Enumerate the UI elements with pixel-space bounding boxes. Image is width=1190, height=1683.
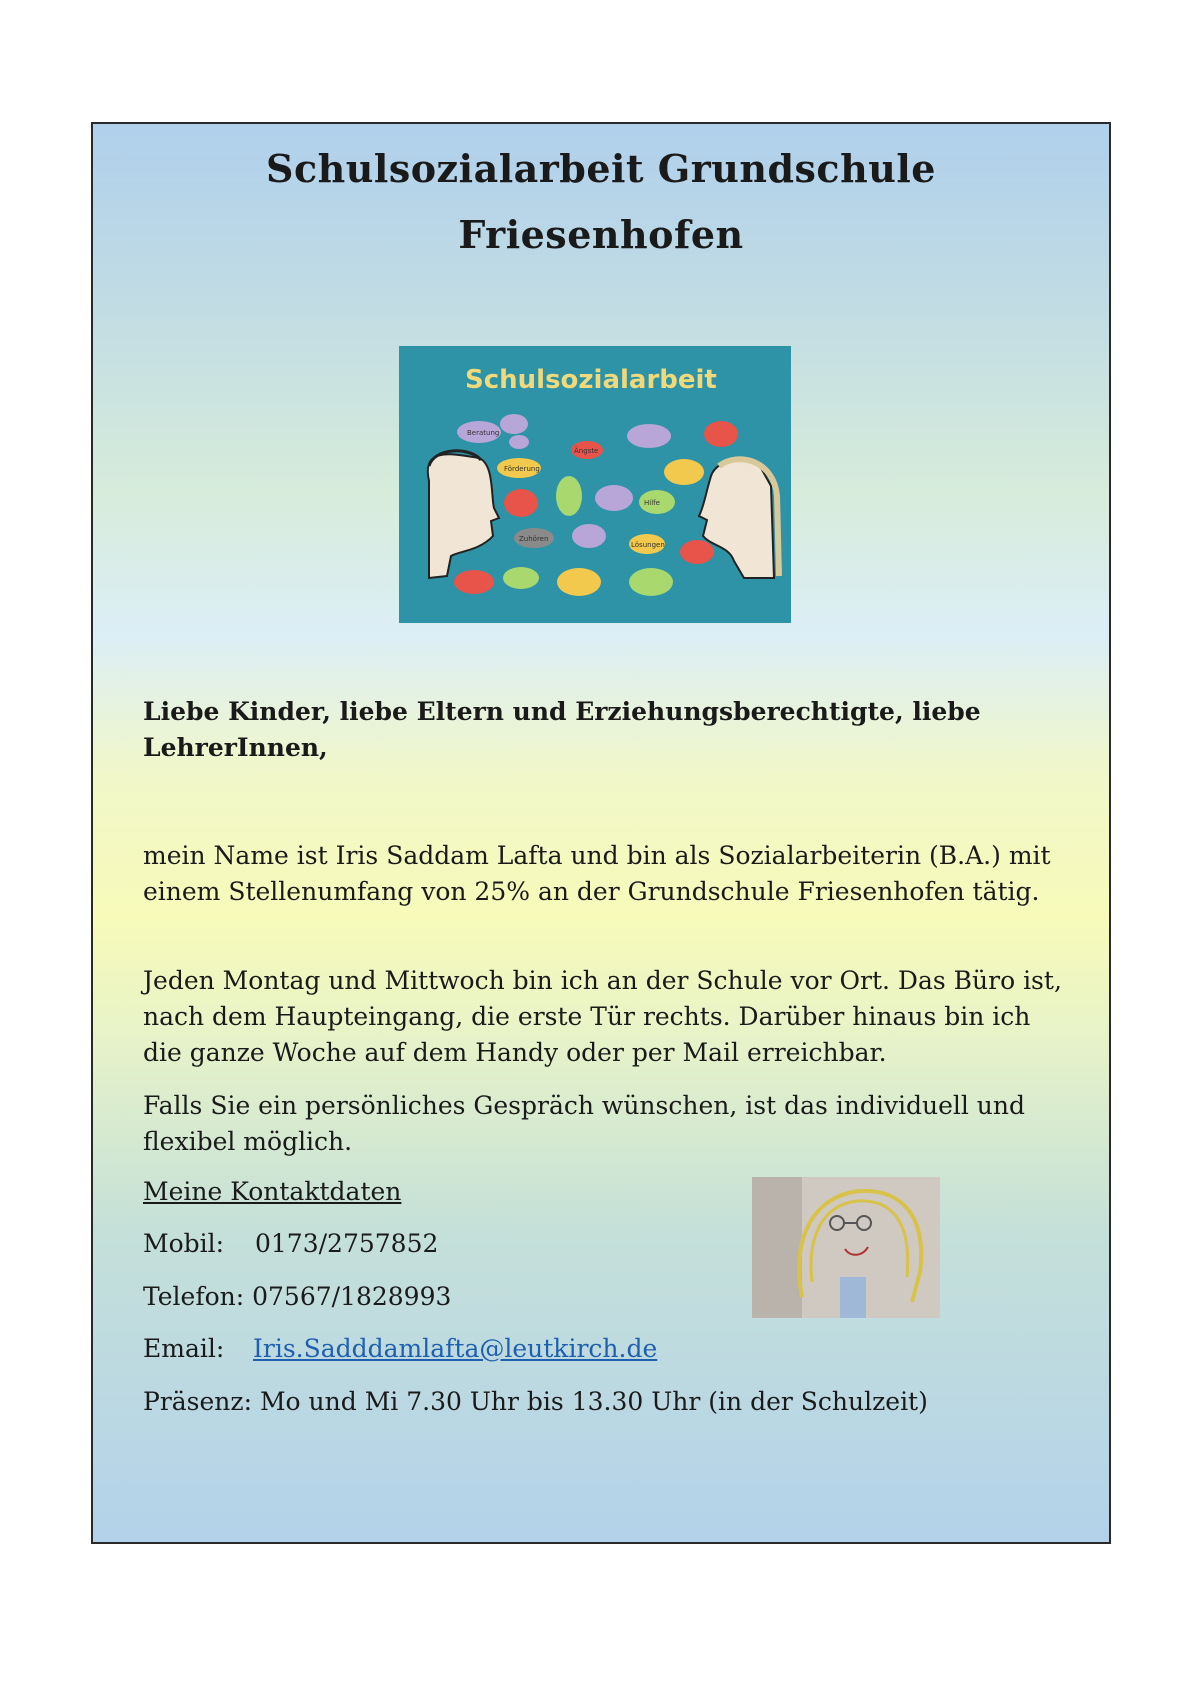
phone-number: 07567/1828993 bbox=[252, 1282, 452, 1311]
page-title-line-1: Schulsozialarbeit Grundschule bbox=[266, 146, 936, 191]
mobile-label: Mobil: bbox=[143, 1229, 225, 1258]
bubble-text: Lösungen bbox=[631, 541, 665, 549]
phone-label: Telefon: bbox=[143, 1282, 245, 1311]
school-social-work-collage-image bbox=[399, 346, 791, 623]
contact-mobile-row bbox=[143, 1226, 438, 1262]
presence-hours: Mo und Mi 7.30 Uhr bis 13.30 Uhr (in der Schulzeit) bbox=[259, 1387, 928, 1416]
collage-heading-text: Schulsozialarbeit bbox=[465, 365, 717, 395]
contact-presence-row bbox=[143, 1384, 928, 1420]
contact-heading: Meine Kontaktdaten bbox=[143, 1177, 402, 1206]
bubble-text: Förderung bbox=[504, 465, 540, 473]
presence-label: Präsenz: bbox=[143, 1387, 252, 1416]
bubble-text: Zuhören bbox=[519, 535, 549, 543]
child-drawing-portrait-image bbox=[752, 1177, 940, 1318]
poster-frame bbox=[91, 122, 1111, 1544]
bubble-text: Beratung bbox=[467, 429, 500, 437]
intro-paragraph: mein Name ist Iris Saddam Lafta und bin als Sozialarbeiterin (B.A.) mit einem Stellenumfang von 25% an der Grundschule Friesenhofen tätig. bbox=[143, 841, 1051, 906]
bubble-text: Ängste bbox=[574, 447, 599, 455]
meeting-paragraph: Falls Sie ein persönliches Gespräch wünschen, ist das individuell und flexibel möglich. bbox=[143, 1091, 1026, 1156]
mobile-number: 0173/2757852 bbox=[255, 1229, 439, 1258]
availability-paragraph: Jeden Montag und Mittwoch bin ich an der Schule vor Ort. Das Büro ist, nach dem Haupteingang, die erste Tür rechts. Darüber hinaus bin ich die ganze Woche auf dem Handy oder per Mail erreichbar. bbox=[143, 966, 1062, 1067]
email-label: Email: bbox=[143, 1334, 225, 1363]
bubble-text: Hilfe bbox=[644, 499, 660, 507]
page-title-line-2: Friesenhofen bbox=[458, 212, 744, 257]
email-link[interactable]: Iris.Sadddamlafta@leutkirch.de bbox=[253, 1334, 658, 1363]
contact-phone-row bbox=[143, 1279, 451, 1315]
contact-email-row bbox=[143, 1331, 657, 1367]
greeting-heading: Liebe Kinder, liebe Eltern und Erziehungsberechtigte, liebe LehrerInnen, bbox=[143, 697, 981, 762]
